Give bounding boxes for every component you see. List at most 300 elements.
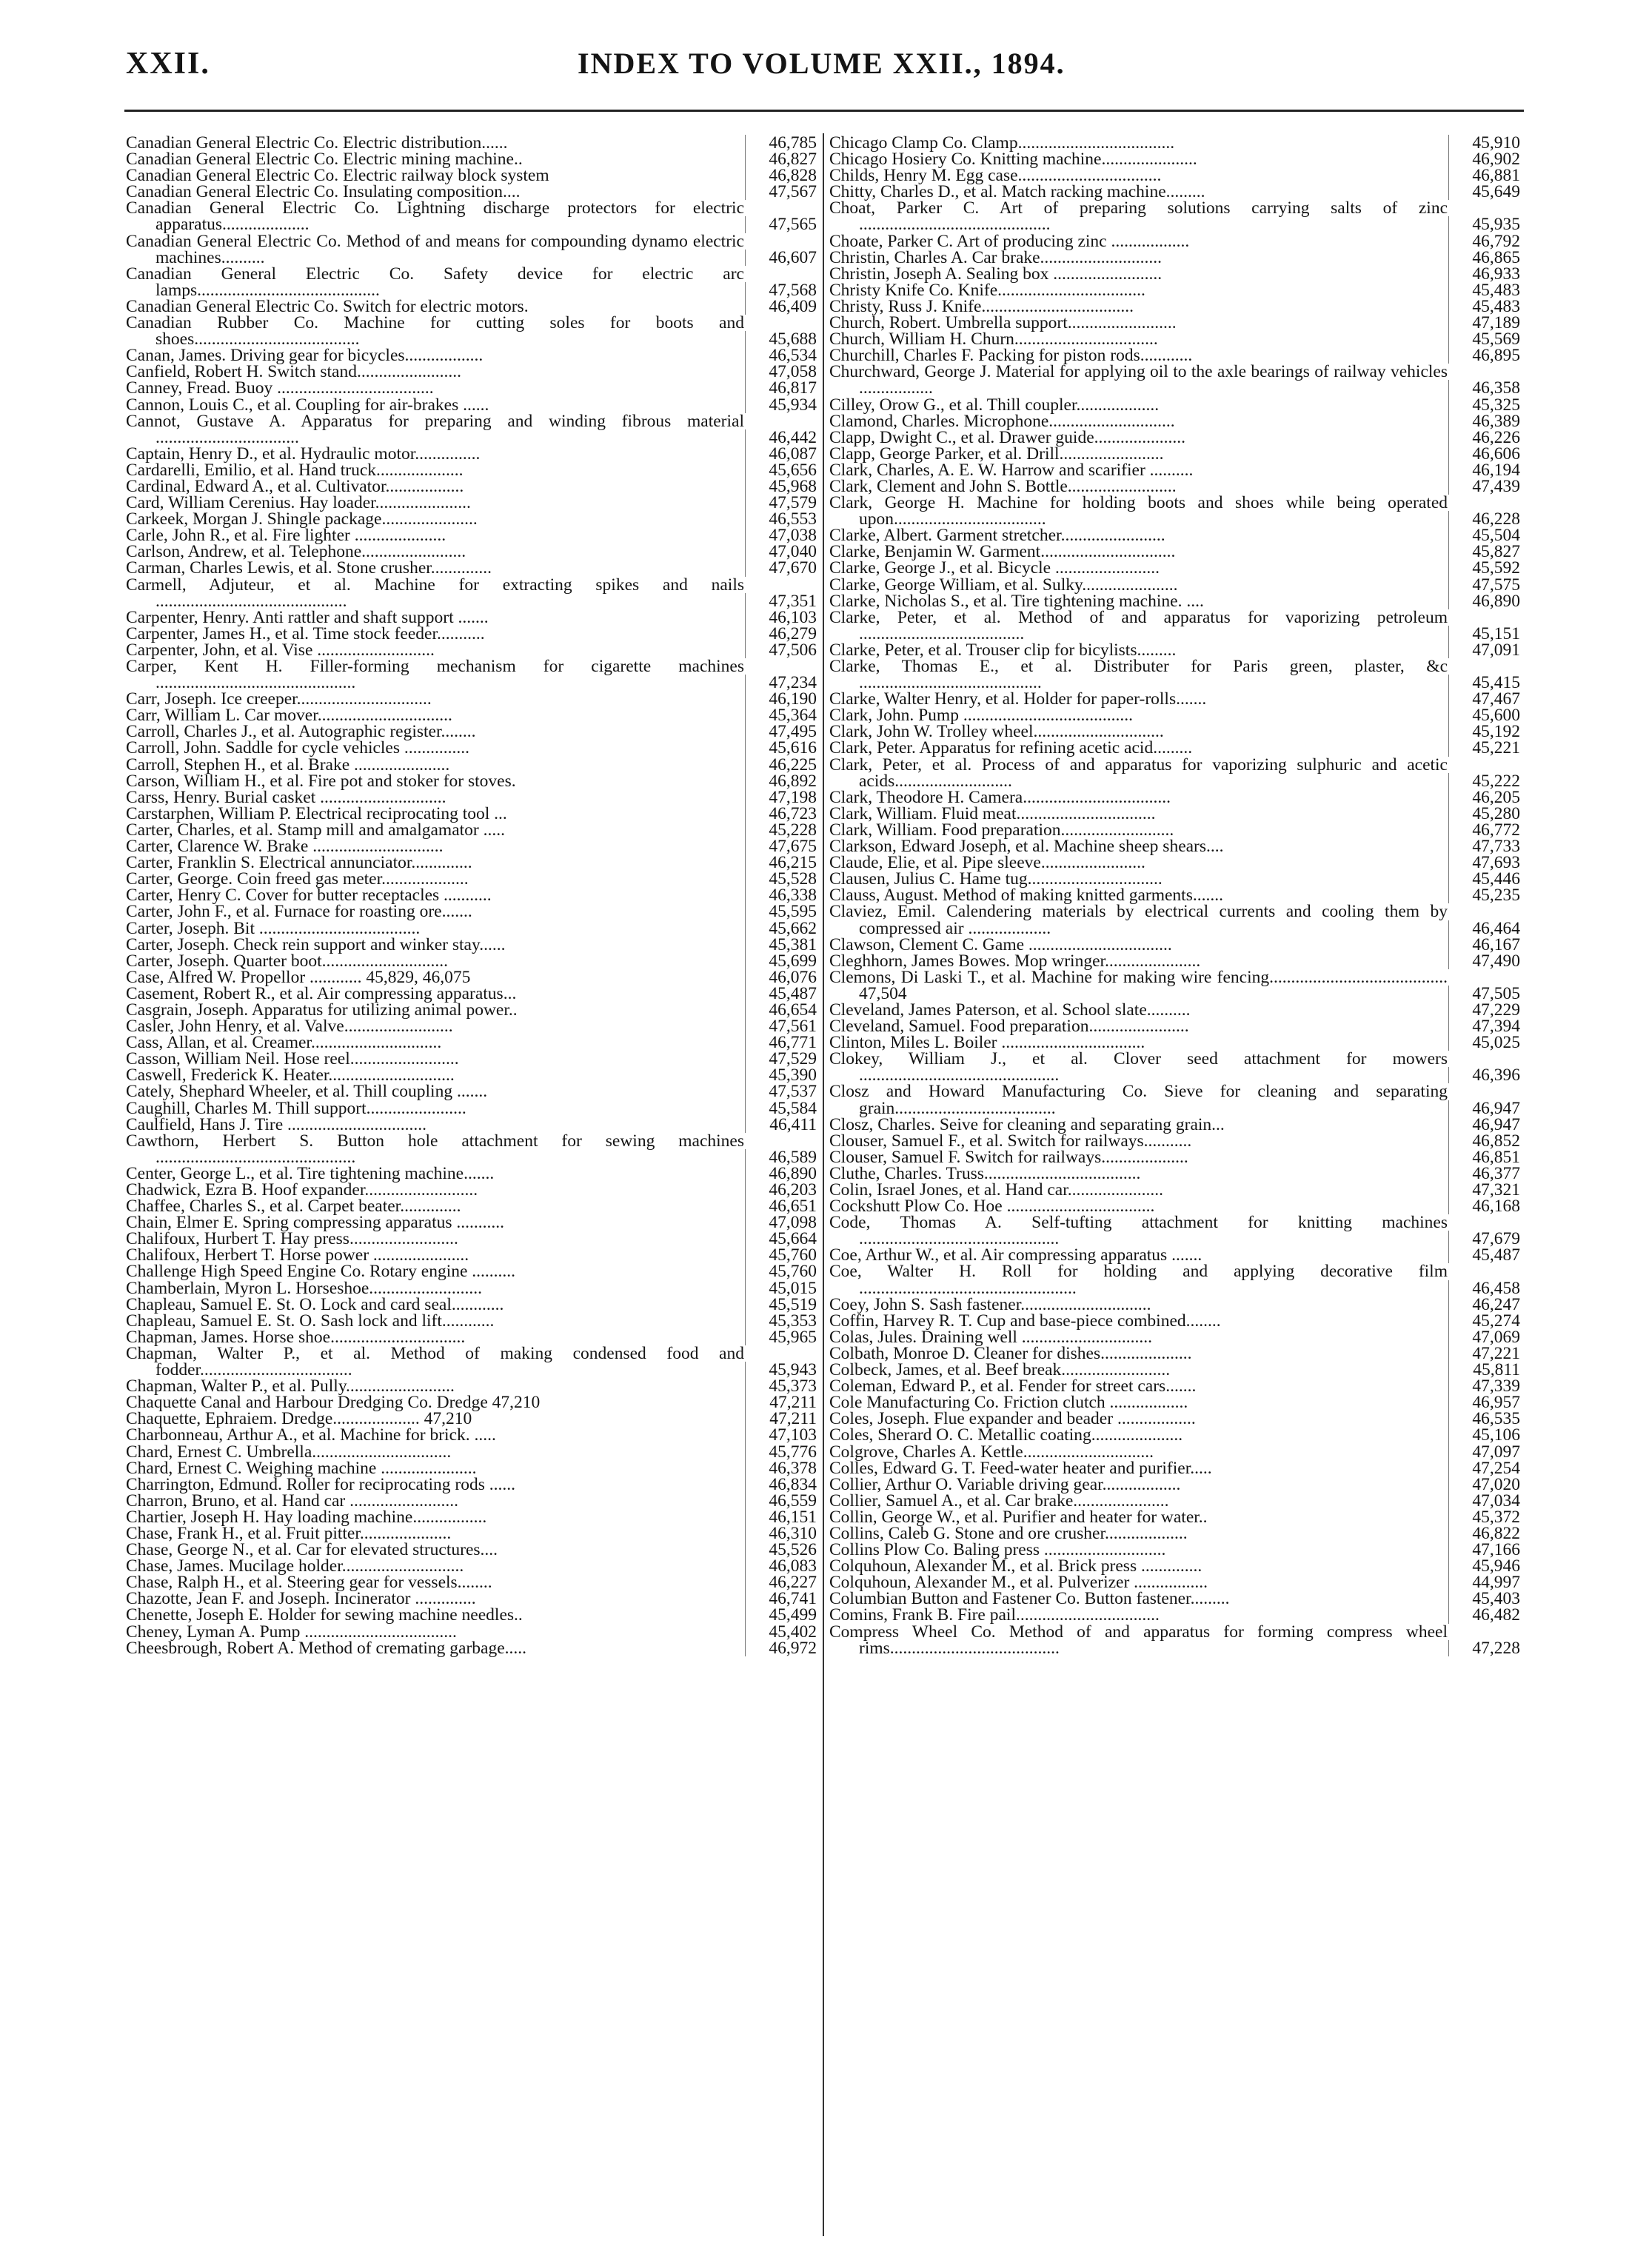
entry-text: Colbeck, James, et al. Beef break......................... bbox=[829, 1360, 1171, 1380]
patent-number: 47,098 bbox=[745, 1214, 818, 1231]
entry-text: Clark, Charles, A. E. W. Harrow and scarifier .......... bbox=[829, 460, 1194, 480]
entry-text: Cleveland, James Paterson, et al. School slate.......... bbox=[829, 1000, 1191, 1020]
index-entry bbox=[126, 1394, 818, 1411]
entry-text: Clarke, Albert. Garment stretcher........................ bbox=[829, 526, 1165, 546]
patent-number: 47,069 bbox=[1448, 1329, 1522, 1345]
index-entry bbox=[126, 1214, 818, 1231]
page-number: XXII. bbox=[126, 47, 210, 81]
entry-text: Canan, James. Driving gear for bicycles.................. bbox=[126, 346, 484, 366]
entry-text: Churchward, George J. Material for applying oil to the axle bearings of railway vehicles ................. bbox=[829, 362, 1448, 398]
entry-text: Carper, Kent H. Filler-forming mechanism for cigarette machines .............................................. bbox=[126, 657, 744, 693]
index-entry bbox=[126, 623, 818, 643]
patent-number: 46,151 bbox=[745, 1509, 818, 1525]
index-entry bbox=[126, 495, 818, 511]
patent-number: 45,776 bbox=[745, 1444, 818, 1460]
patent-number: 45,649 bbox=[1448, 184, 1522, 200]
index-entry bbox=[829, 150, 1522, 170]
patent-number: 45,688 bbox=[745, 331, 818, 347]
patent-number: 46,822 bbox=[1448, 1525, 1522, 1542]
index-entry bbox=[829, 706, 1522, 726]
patent-number: 45,935 bbox=[1448, 216, 1522, 233]
index-entry bbox=[126, 446, 818, 462]
index-entry bbox=[126, 837, 818, 857]
index-entry bbox=[829, 1427, 1522, 1443]
patent-number: 46,458 bbox=[1448, 1280, 1522, 1297]
entry-text: Carroll, Charles J., et al. Autographic register........ bbox=[126, 722, 476, 742]
index-entry bbox=[829, 184, 1522, 200]
patent-number: 45,483 bbox=[1448, 282, 1522, 298]
entry-text: Choate, Parker C. Art of producing zinc .................. bbox=[829, 231, 1190, 251]
patent-number: 45,151 bbox=[1448, 626, 1522, 642]
patent-number: 47,439 bbox=[1448, 478, 1522, 495]
patent-number: 46,442 bbox=[745, 429, 818, 446]
index-entry bbox=[829, 1525, 1522, 1542]
index-entry bbox=[126, 1411, 818, 1427]
index-entry bbox=[126, 822, 818, 838]
index-entry bbox=[126, 526, 818, 546]
entry-text: Columbian Button and Fastener Co. Button fastener......... bbox=[829, 1589, 1230, 1609]
entry-text: Closz and Howard Manufacturing Co. Sieve for cleaning and separating grain..................................... bbox=[829, 1082, 1448, 1118]
index-entry bbox=[126, 1640, 818, 1656]
entry-text: Captain, Henry D., et al. Hydraulic motor............... bbox=[126, 444, 481, 464]
left-index-column bbox=[126, 135, 818, 2252]
index-entry bbox=[126, 1509, 818, 1525]
patent-number: 45,015 bbox=[745, 1280, 818, 1297]
entry-text: Claviez, Emil. Calendering materials by electrical currents and cooling them by compressed air ................... bbox=[829, 902, 1448, 938]
index-entry bbox=[126, 347, 818, 364]
patent-number: 45,373 bbox=[745, 1378, 818, 1394]
index-entry bbox=[126, 135, 818, 151]
patent-number: 46,203 bbox=[745, 1182, 818, 1198]
index-entry bbox=[126, 1066, 818, 1086]
patent-number: 46,205 bbox=[1448, 789, 1522, 806]
entry-text: Charbonneau, Arthur A., et al. Machine for brick. ..... bbox=[126, 1425, 496, 1445]
patent-number: 46,535 bbox=[1448, 1411, 1522, 1427]
index-entry bbox=[126, 560, 818, 576]
entry-text: Cardinal, Edward A., et al. Cultivator.................. bbox=[126, 476, 464, 496]
index-entry bbox=[126, 658, 818, 691]
index-entry bbox=[126, 706, 818, 726]
patent-number: 47,234 bbox=[745, 675, 818, 691]
index-entry bbox=[829, 413, 1522, 429]
entry-text: Casson, William Neil. Hose reel......................... bbox=[126, 1049, 459, 1069]
index-entry bbox=[126, 1002, 818, 1018]
patent-number: 46,225 bbox=[745, 757, 818, 773]
entry-text: Comins, Frank B. Fire pail................................. bbox=[829, 1605, 1160, 1625]
page-header bbox=[126, 46, 1518, 93]
index-entry bbox=[126, 854, 818, 871]
entry-text: Christy Knife Co. Knife.................................. bbox=[829, 280, 1145, 300]
index-entry bbox=[829, 1165, 1522, 1182]
index-entry bbox=[829, 1114, 1522, 1134]
index-entry bbox=[126, 1607, 818, 1623]
index-entry bbox=[126, 184, 818, 200]
entry-text: Clark, John. Pump ....................................... bbox=[829, 706, 1133, 726]
index-entry bbox=[829, 1607, 1522, 1623]
patent-number: 47,561 bbox=[745, 1018, 818, 1034]
entry-text: Canfield, Robert H. Switch stand........................ bbox=[126, 362, 461, 382]
patent-number: 45,656 bbox=[745, 462, 818, 478]
patent-number: 47,189 bbox=[1448, 315, 1522, 331]
entry-text: Clinton, Miles L. Boiler ................................. bbox=[829, 1033, 1145, 1053]
index-entry bbox=[126, 1427, 818, 1443]
entry-text: Coe, Arthur W., et al. Air compressing apparatus ....... bbox=[829, 1245, 1202, 1265]
index-entry bbox=[829, 1558, 1522, 1574]
index-entry bbox=[829, 1017, 1522, 1037]
entry-text: Carter, Charles, et al. Stamp mill and amalgamator ..... bbox=[126, 820, 505, 840]
entry-text: Clark, William. Fluid meat................................ bbox=[829, 803, 1156, 823]
index-entry bbox=[829, 1493, 1522, 1509]
patent-number: 45,446 bbox=[1448, 871, 1522, 887]
index-entry bbox=[126, 1345, 818, 1378]
entry-text: Carter, Joseph. Bit ..................................... bbox=[126, 918, 421, 938]
entry-text: Carter, Clarence W. Brake .............................. bbox=[126, 837, 444, 857]
index-entry bbox=[829, 135, 1522, 151]
patent-number: 45,760 bbox=[745, 1247, 818, 1263]
index-entry bbox=[126, 1083, 818, 1100]
patent-number: 47,351 bbox=[745, 593, 818, 609]
entry-text: Canadian General Electric Co. Electric railway block system bbox=[126, 166, 549, 186]
patent-number: 46,741 bbox=[745, 1590, 818, 1607]
index-entry bbox=[829, 1247, 1522, 1263]
entry-text: Chain, Elmer E. Spring compressing apparatus ........... bbox=[126, 1213, 505, 1233]
entry-text: Clark, Peter, et al. Process of and apparatus for vaporizing sulphuric and acetic acids........................... bbox=[829, 755, 1448, 791]
patent-number: 45,526 bbox=[745, 1542, 818, 1558]
entry-text: Carter, George. Coin freed gas meter.................... bbox=[126, 869, 469, 889]
patent-number: 45,600 bbox=[1448, 707, 1522, 723]
index-entry bbox=[126, 1294, 818, 1314]
index-entry bbox=[126, 723, 818, 740]
patent-number: 45,584 bbox=[745, 1100, 818, 1117]
index-entry bbox=[126, 1100, 818, 1117]
index-entry bbox=[126, 920, 818, 937]
index-entry bbox=[126, 233, 818, 266]
entry-text: Clarke, Peter, et al. Trouser clip for bicylists......... bbox=[829, 640, 1177, 660]
index-entry bbox=[126, 934, 818, 954]
index-entry bbox=[829, 266, 1522, 282]
index-entry bbox=[829, 934, 1522, 954]
patent-number: 45,381 bbox=[745, 937, 818, 953]
entry-text: Collier, Samuel A., et al. Car brake...................... bbox=[829, 1491, 1169, 1511]
index-entry bbox=[829, 837, 1522, 857]
entry-text: Canney, Fread. Buoy .................................... bbox=[126, 378, 434, 398]
patent-number: 46,771 bbox=[745, 1034, 818, 1051]
patent-number: 46,083 bbox=[745, 1558, 818, 1574]
index-entry bbox=[829, 886, 1522, 906]
entry-text: Carter, John F., et al. Furnace for roasting ore....... bbox=[126, 902, 472, 922]
entry-text: Chase, Frank H., et al. Fruit pitter..................... bbox=[126, 1523, 452, 1543]
entry-text: Christy, Russ J. Knife................................... bbox=[829, 296, 1134, 316]
entry-text: Chapleau, Samuel E. St. O. Sash lock and lift............ bbox=[126, 1311, 495, 1331]
patent-number: 46,827 bbox=[745, 151, 818, 167]
entry-text: Canadian General Electric Co. Switch for electric motors. bbox=[126, 296, 529, 316]
entry-text: Clarke, Peter, et al. Method of and apparatus for vaporizing petroleum ...................................... bbox=[829, 607, 1448, 643]
entry-text: Carr, William L. Car mover............................... bbox=[126, 706, 452, 726]
patent-number: 47,679 bbox=[1448, 1231, 1522, 1247]
entry-text: Carson, William H., et al. Fire pot and stoker for stoves. bbox=[126, 771, 516, 791]
patent-number: 45,487 bbox=[1448, 1247, 1522, 1263]
entry-text: Clarke, Walter Henry, et al. Holder for paper-rolls....... bbox=[829, 689, 1207, 709]
index-entry bbox=[829, 347, 1522, 364]
patent-number: 46,279 bbox=[745, 626, 818, 642]
entry-text: Cole Manufacturing Co. Friction clutch .................. bbox=[829, 1393, 1188, 1413]
entry-text: Church, Robert. Umbrella support......................... bbox=[829, 313, 1177, 333]
index-entry bbox=[829, 1149, 1522, 1165]
entry-text: Christin, Charles A. Car brake............................ bbox=[829, 247, 1163, 267]
entry-text: Cardarelli, Emilio, et al. Hand truck.................... bbox=[126, 460, 464, 480]
patent-number: 46,792 bbox=[1448, 233, 1522, 250]
patent-number: 45,934 bbox=[745, 397, 818, 413]
patent-number: 46,890 bbox=[1448, 593, 1522, 609]
index-entry bbox=[829, 1083, 1522, 1116]
index-entry bbox=[829, 969, 1522, 1002]
index-entry bbox=[126, 167, 818, 184]
entry-text: Clouser, Samuel F. Switch for railways.................... bbox=[829, 1147, 1188, 1167]
entry-text: Clarke, Benjamin W. Garment............................... bbox=[829, 542, 1176, 562]
index-entry bbox=[126, 886, 818, 906]
index-entry bbox=[829, 609, 1522, 642]
entry-text: Carmell, Adjuteur, et al. Machine for extracting spikes and nails ............................................ bbox=[126, 575, 744, 611]
patent-number: 45,192 bbox=[1448, 723, 1522, 740]
index-entry bbox=[829, 1590, 1522, 1607]
entry-text: Carter, Henry C. Cover for butter receptacles ........... bbox=[126, 886, 492, 906]
index-entry bbox=[829, 429, 1522, 446]
entry-text: Chaffee, Charles S., et al. Carpet beater.............. bbox=[126, 1197, 461, 1217]
index-entry bbox=[829, 1460, 1522, 1476]
patent-number: 45,595 bbox=[745, 903, 818, 920]
index-entry bbox=[126, 871, 818, 887]
entry-text: Clouser, Samuel F., et al. Switch for railways........... bbox=[829, 1131, 1192, 1151]
patent-number: 46,247 bbox=[1448, 1297, 1522, 1313]
index-entry bbox=[126, 1280, 818, 1297]
right-index-column bbox=[829, 135, 1522, 2252]
entry-text: Cawthorn, Herbert S. Button hole attachment for sewing machines .............................................. bbox=[126, 1131, 744, 1167]
entry-text: Chapman, James. Horse shoe............................... bbox=[126, 1327, 466, 1347]
index-entry bbox=[829, 803, 1522, 823]
entry-text: Clokey, William J., et al. Clover seed attachment for mowers .............................................. bbox=[829, 1049, 1448, 1086]
entry-text: Cass, Allan, et al. Creamer.............................. bbox=[126, 1033, 442, 1053]
entry-text: Chamberlain, Myron L. Horseshoe.......................... bbox=[126, 1278, 483, 1298]
patent-number: 45,280 bbox=[1448, 806, 1522, 822]
entry-text: Collins, Caleb G. Stone and ore crusher................... bbox=[829, 1523, 1188, 1543]
patent-number: 46,892 bbox=[745, 773, 818, 789]
patent-number: 45,811 bbox=[1448, 1362, 1522, 1378]
entry-text: Colgrove, Charles A. Kettle.............................. bbox=[829, 1442, 1154, 1462]
patent-number: 45,827 bbox=[1448, 543, 1522, 560]
patent-number: 47,058 bbox=[745, 364, 818, 380]
entry-text: Chalifoux, Herbert T. Horse power ...................... bbox=[126, 1245, 469, 1265]
index-entry bbox=[126, 803, 818, 823]
entry-text: Colles, Edward G. T. Feed-water heater and purifier..... bbox=[829, 1458, 1212, 1478]
patent-number: 45,760 bbox=[745, 1263, 818, 1279]
index-entry bbox=[126, 1493, 818, 1509]
patent-number: 47,579 bbox=[745, 495, 818, 511]
index-entry bbox=[829, 1509, 1522, 1525]
index-entry bbox=[126, 773, 818, 789]
index-entry bbox=[829, 1214, 1522, 1247]
index-entry bbox=[126, 1624, 818, 1640]
patent-number: 46,890 bbox=[745, 1165, 818, 1182]
entry-text: Carroll, Stephen H., et al. Brake ...................... bbox=[126, 755, 450, 775]
entry-text: Clamond, Charles. Microphone............................. bbox=[829, 411, 1175, 431]
entry-text: Chapleau, Samuel E. St. O. Lock and card seal............ bbox=[126, 1294, 504, 1314]
index-entry bbox=[829, 462, 1522, 478]
entry-text: Chase, George N., et al. Car for elevated structures.... bbox=[126, 1540, 498, 1560]
patent-number: 47,091 bbox=[1448, 642, 1522, 658]
entry-text: Clark, John W. Trolley wheel.............................. bbox=[829, 722, 1164, 742]
entry-text: Claude, Elie, et al. Pipe sleeve........................ bbox=[829, 853, 1145, 873]
entry-text: Canadian General Electric Co. Lightning discharge protectors for electric apparatus.................... bbox=[126, 198, 744, 235]
patent-number: 46,957 bbox=[1448, 1394, 1522, 1411]
index-entry bbox=[829, 364, 1522, 396]
patent-number: 46,215 bbox=[745, 854, 818, 871]
patent-number: 46,226 bbox=[1448, 429, 1522, 446]
entry-text: Clapp, George Parker, et al. Drill........................ bbox=[829, 444, 1164, 464]
index-entry bbox=[829, 1313, 1522, 1329]
patent-number: 46,654 bbox=[745, 1002, 818, 1018]
patent-number: 47,040 bbox=[745, 543, 818, 560]
entry-text: Cannon, Louis C., et al. Coupling for air-brakes ...... bbox=[126, 395, 489, 415]
entry-text: Childs, Henry M. Egg case................................. bbox=[829, 166, 1162, 186]
entry-text: Clarke, George William, et al. Sulky...................... bbox=[829, 575, 1178, 595]
index-entry bbox=[126, 462, 818, 478]
patent-number: 45,235 bbox=[1448, 887, 1522, 903]
index-entry bbox=[126, 1165, 818, 1182]
entry-text: Clark, Peter. Apparatus for refining acetic acid......... bbox=[829, 738, 1193, 758]
patent-number: 47,254 bbox=[1448, 1460, 1522, 1476]
patent-number: 47,567 bbox=[745, 184, 818, 200]
patent-number: 45,487 bbox=[745, 986, 818, 1002]
entry-text: Carle, John R., et al. Fire lighter ..................... bbox=[126, 526, 446, 546]
entry-text: Cannot, Gustave A. Apparatus for preparing and winding fibrous material ................................. bbox=[126, 411, 744, 447]
patent-number: 46,834 bbox=[745, 1476, 818, 1493]
entry-text: Clark, William. Food preparation.......................... bbox=[829, 820, 1174, 840]
patent-number: 46,534 bbox=[745, 347, 818, 364]
index-entry bbox=[126, 1476, 818, 1493]
entry-text: Chicago Clamp Co. Clamp.................................... bbox=[829, 135, 1175, 153]
patent-number: 46,378 bbox=[745, 1460, 818, 1476]
index-entry bbox=[126, 1542, 818, 1558]
patent-number: 45,943 bbox=[745, 1362, 818, 1378]
index-entry bbox=[829, 1624, 1522, 1656]
entry-text: Chazotte, Jean F. and Joseph. Incinerator .............. bbox=[126, 1589, 476, 1609]
patent-number: 46,389 bbox=[1448, 413, 1522, 429]
index-entry bbox=[126, 1525, 818, 1542]
patent-number: 45,106 bbox=[1448, 1427, 1522, 1443]
entry-text: Center, George L., et al. Tire tightening machine....... bbox=[126, 1163, 495, 1183]
entry-text: Challenge High Speed Engine Co. Rotary engine .......... bbox=[126, 1262, 516, 1282]
entry-text: Cheesbrough, Robert A. Method of cremating garbage..... bbox=[126, 1638, 527, 1658]
patent-number: 46,338 bbox=[745, 887, 818, 903]
entry-text: Choat, Parker C. Art of preparing solutions carrying salts of zinc ............................................ bbox=[829, 198, 1448, 235]
patent-number: 47,537 bbox=[745, 1083, 818, 1100]
index-entry bbox=[829, 593, 1522, 609]
patent-number: 45,528 bbox=[745, 871, 818, 887]
column-divider bbox=[823, 133, 824, 2236]
entry-text: Chaquette Canal and Harbour Dredging Co. Dredge 47,210 bbox=[126, 1393, 541, 1413]
entry-text: Carlson, Andrew, et al. Telephone........................ bbox=[126, 542, 466, 562]
index-entry bbox=[829, 871, 1522, 887]
index-entry bbox=[829, 1411, 1522, 1427]
index-entry bbox=[126, 1114, 818, 1134]
index-entry bbox=[126, 1590, 818, 1607]
index-entry bbox=[126, 478, 818, 495]
index-entry bbox=[829, 577, 1522, 593]
patent-number: 46,651 bbox=[745, 1198, 818, 1214]
entry-text: Chenette, Joseph E. Holder for sewing machine needles.. bbox=[126, 1605, 523, 1625]
index-entry bbox=[829, 397, 1522, 413]
entry-text: Casement, Robert R., et al. Air compressing apparatus... bbox=[126, 983, 517, 1003]
index-entry bbox=[126, 1262, 818, 1282]
patent-number: 45,504 bbox=[1448, 527, 1522, 543]
entry-text: Canadian Rubber Co. Machine for cutting soles for boots and shoes...................................... bbox=[126, 313, 744, 349]
index-entry bbox=[126, 1133, 818, 1165]
entry-text: Cockshutt Plow Co. Hoe .................................. bbox=[829, 1197, 1155, 1217]
entry-text: Carpenter, John, et al. Vise ........................... bbox=[126, 640, 435, 660]
index-entry bbox=[829, 740, 1522, 756]
index-entry bbox=[126, 298, 818, 315]
patent-number: 45,592 bbox=[1448, 560, 1522, 576]
patent-number: 46,482 bbox=[1448, 1607, 1522, 1623]
index-entry bbox=[126, 1558, 818, 1574]
index-entry bbox=[829, 1329, 1522, 1345]
index-entry bbox=[829, 478, 1522, 495]
entry-text: Caughill, Charles M. Thill support....................... bbox=[126, 1098, 466, 1118]
index-entry bbox=[126, 577, 818, 609]
patent-number: 45,499 bbox=[745, 1607, 818, 1623]
patent-number: 45,616 bbox=[745, 740, 818, 756]
patent-number: 46,607 bbox=[745, 250, 818, 266]
patent-number: 47,575 bbox=[1448, 577, 1522, 593]
entry-text: Cheney, Lyman A. Pump ................................... bbox=[126, 1622, 457, 1642]
patent-number: 47,321 bbox=[1448, 1182, 1522, 1198]
entry-text: Chase, Ralph H., et al. Steering gear for vessels........ bbox=[126, 1573, 492, 1593]
patent-number: 45,025 bbox=[1448, 1034, 1522, 1051]
patent-number: 45,699 bbox=[745, 953, 818, 969]
patent-number: 46,589 bbox=[745, 1149, 818, 1165]
entry-text: Clark, Theodore H. Camera.................................. bbox=[829, 787, 1171, 807]
index-entry bbox=[829, 658, 1522, 691]
patent-number: 47,505 bbox=[1448, 986, 1522, 1002]
patent-number: 46,902 bbox=[1448, 151, 1522, 167]
patent-number: 45,519 bbox=[745, 1297, 818, 1313]
index-entry bbox=[126, 609, 818, 626]
patent-number: 47,211 bbox=[745, 1411, 818, 1427]
index-entry bbox=[126, 757, 818, 773]
entry-text: Collier, Arthur O. Variable driving gear.................. bbox=[829, 1474, 1181, 1494]
entry-text: Closz, Charles. Seive for cleaning and separating grain... bbox=[829, 1114, 1225, 1134]
patent-number: 47,211 bbox=[745, 1394, 818, 1411]
patent-number: 46,409 bbox=[745, 298, 818, 315]
index-entry bbox=[126, 789, 818, 806]
index-entry bbox=[829, 526, 1522, 546]
entry-text: Church, William H. Churn................................. bbox=[829, 330, 1158, 349]
entry-text: Clarkson, Edward Joseph, et al. Machine sheep shears.... bbox=[829, 837, 1224, 857]
entry-text: Coe, Walter H. Roll for holding and applying decorative film .................................................. bbox=[829, 1262, 1448, 1298]
patent-number: 46,852 bbox=[1448, 1133, 1522, 1149]
patent-number: 46,228 bbox=[1448, 511, 1522, 527]
page-title: INDEX TO VOLUME XXII., 1894. bbox=[578, 47, 1066, 80]
patent-number: 46,947 bbox=[1448, 1100, 1522, 1117]
entry-text: Clawson, Clement C. Game ................................. bbox=[829, 934, 1172, 954]
index-entry bbox=[126, 642, 818, 658]
patent-number: 46,087 bbox=[745, 446, 818, 462]
patent-number: 45,372 bbox=[1448, 1509, 1522, 1525]
patent-number: 46,933 bbox=[1448, 266, 1522, 282]
index-entry bbox=[829, 1034, 1522, 1051]
entry-text: Cluthe, Charles. Truss.................................... bbox=[829, 1163, 1141, 1183]
index-entry bbox=[829, 953, 1522, 969]
